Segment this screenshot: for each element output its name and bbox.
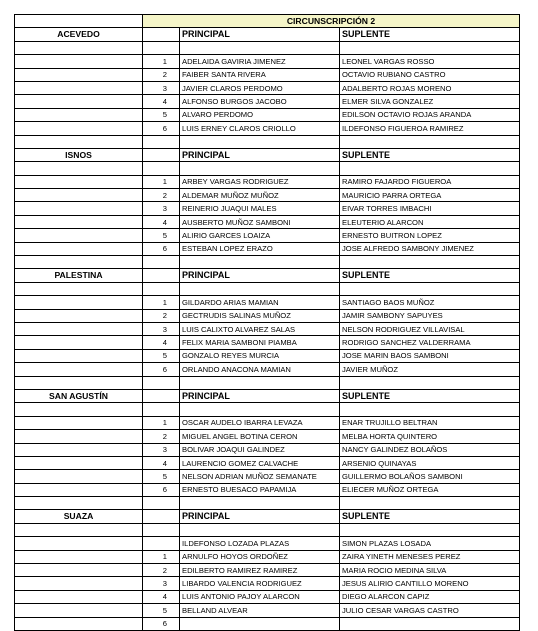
principal-name: ALFONSO BURGOS JACOBO [180, 95, 340, 108]
row-number: 4 [143, 456, 180, 469]
row-number: 6 [143, 617, 180, 630]
empty-cell [15, 537, 143, 550]
empty-cell [15, 523, 143, 536]
principal-name: JAVIER CLAROS PERDOMO [180, 81, 340, 94]
principal-name: LUIS ANTONIO PAJOY ALARCON [180, 590, 340, 603]
empty-cell [15, 202, 143, 215]
table-row [15, 215, 520, 228]
blank-row [15, 497, 520, 510]
table-row [15, 189, 520, 202]
table-row [15, 55, 520, 68]
empty-cell [143, 282, 180, 295]
empty-cell [15, 483, 143, 496]
principal-name: BELLAND ALVEAR [180, 604, 340, 617]
empty-cell [15, 322, 143, 335]
suplente-name: ENAR TRUJILLO BELTRAN [340, 416, 520, 429]
row-number: 3 [143, 202, 180, 215]
empty-cell [15, 456, 143, 469]
empty-cell [143, 256, 180, 269]
principal-header: PRINCIPAL [180, 148, 340, 161]
empty-cell [15, 256, 143, 269]
empty-cell [15, 336, 143, 349]
row-number: 5 [143, 604, 180, 617]
section-header-row [15, 269, 520, 282]
blank-row [15, 135, 520, 148]
empty-cell [340, 41, 520, 54]
empty-cell [143, 523, 180, 536]
table-row [15, 537, 520, 550]
suplente-header: SUPLENTE [340, 28, 520, 41]
empty-cell [180, 41, 340, 54]
empty-cell [15, 68, 143, 81]
empty-cell [15, 175, 143, 188]
table-row [15, 322, 520, 335]
row-number: 4 [143, 215, 180, 228]
empty-cell [180, 282, 340, 295]
principal-name: ORLANDO ANACONA MAMIAN [180, 363, 340, 376]
suplente-name: ADALBERTO ROJAS MORENO [340, 81, 520, 94]
table-row [15, 175, 520, 188]
row-number: 6 [143, 363, 180, 376]
suplente-header: SUPLENTE [340, 510, 520, 523]
principal-name: OSCAR AUDELO IBARRA LEVAZA [180, 416, 340, 429]
principal-name: GECTRUDIS SALINAS MUÑOZ [180, 309, 340, 322]
table-row [15, 456, 520, 469]
principal-name: ALVARO PERDOMO [180, 108, 340, 121]
empty-cell [15, 41, 143, 54]
suplente-name: NELSON RODRIGUEZ VILLAVISAL [340, 322, 520, 335]
principal-header: PRINCIPAL [180, 269, 340, 282]
row-number: 2 [143, 309, 180, 322]
principal-name: LIBARDO VALENCIA RODRIGUEZ [180, 577, 340, 590]
empty-cell [340, 282, 520, 295]
municipio-name: PALESTINA [15, 269, 143, 282]
table-row [15, 363, 520, 376]
table-row [15, 242, 520, 255]
empty-cell [15, 590, 143, 603]
suplente-name: MARIA ROCIO MEDINA SILVA [340, 564, 520, 577]
row-number: 6 [143, 122, 180, 135]
row-number: 1 [143, 175, 180, 188]
empty-cell [143, 389, 180, 402]
row-number: 6 [143, 483, 180, 496]
table-row [15, 577, 520, 590]
suplente-name: JOSE ALFREDO SAMBONY JIMENEZ [340, 242, 520, 255]
row-number: 1 [143, 416, 180, 429]
empty-cell [15, 497, 143, 510]
table-row [15, 309, 520, 322]
empty-cell [15, 617, 143, 630]
empty-cell [180, 403, 340, 416]
empty-cell [15, 122, 143, 135]
empty-cell [340, 256, 520, 269]
empty-cell [180, 523, 340, 536]
suplente-header: SUPLENTE [340, 269, 520, 282]
table-row [15, 604, 520, 617]
empty-cell [15, 564, 143, 577]
suplente-name: SANTIAGO BAOS MUÑOZ [340, 296, 520, 309]
blank-row [15, 41, 520, 54]
suplente-header: SUPLENTE [340, 148, 520, 161]
empty-cell [15, 577, 143, 590]
suplente-name: ELIECER MUÑOZ ORTEGA [340, 483, 520, 496]
empty-cell [143, 148, 180, 161]
empty-cell [15, 550, 143, 563]
table-row [15, 95, 520, 108]
principal-name: GONZALO REYES MURCIA [180, 349, 340, 362]
empty-cell [180, 617, 340, 630]
table-row [15, 336, 520, 349]
blank-row [15, 376, 520, 389]
blank-row [15, 256, 520, 269]
blank-row [15, 523, 520, 536]
suplente-name: SIMON PLAZAS LOSADA [340, 537, 520, 550]
title-row [15, 15, 520, 28]
empty-cell [15, 296, 143, 309]
principal-name: LUIS ERNEY CLAROS CRIOLLO [180, 122, 340, 135]
empty-cell [180, 256, 340, 269]
row-number: 2 [143, 68, 180, 81]
row-number: 4 [143, 336, 180, 349]
table-row [15, 470, 520, 483]
table-row [15, 349, 520, 362]
empty-cell [15, 403, 143, 416]
empty-cell [143, 162, 180, 175]
table-row [15, 590, 520, 603]
empty-cell [143, 41, 180, 54]
suplente-name: DIEGO ALARCON CAPIZ [340, 590, 520, 603]
empty-cell [15, 430, 143, 443]
row-number: 4 [143, 590, 180, 603]
empty-cell [340, 162, 520, 175]
suplente-name: ERNESTO BUITRON LOPEZ [340, 229, 520, 242]
principal-name: LAURENCIO GOMEZ CALVACHE [180, 456, 340, 469]
suplente-name: EIVAR TORRES IMBACHI [340, 202, 520, 215]
empty-cell [15, 189, 143, 202]
suplente-name: JULIO CESAR VARGAS CASTRO [340, 604, 520, 617]
suplente-name: OCTAVIO RUBIANO CASTRO [340, 68, 520, 81]
empty-cell [15, 229, 143, 242]
empty-cell [15, 81, 143, 94]
empty-cell [340, 523, 520, 536]
suplente-name: MAURICIO PARRA ORTEGA [340, 189, 520, 202]
row-number: 1 [143, 55, 180, 68]
empty-cell [15, 309, 143, 322]
principal-name: NELSON ADRIAN MUÑOZ SEMANATE [180, 470, 340, 483]
suplente-name: JESUS ALIRIO CANTILLO MORENO [340, 577, 520, 590]
principal-name: LUIS CALIXTO ALVAREZ SALAS [180, 322, 340, 335]
empty-cell [340, 376, 520, 389]
table-row [15, 202, 520, 215]
suplente-name: ELEUTERIO ALARCON [340, 215, 520, 228]
empty-cell [340, 497, 520, 510]
principal-name: ERNESTO BUESACO PAPAMIJA [180, 483, 340, 496]
suplente-name: ARSENIO QUINAYAS [340, 456, 520, 469]
section-header-row [15, 510, 520, 523]
row-number: 5 [143, 470, 180, 483]
suplente-name: ELMER SILVA GONZALEZ [340, 95, 520, 108]
table-row [15, 68, 520, 81]
table-row [15, 296, 520, 309]
principal-name: EDILBERTO RAMIREZ RAMIREZ [180, 564, 340, 577]
section-header-row [15, 389, 520, 402]
suplente-name: NANCY GALINDEZ BOLAÑOS [340, 443, 520, 456]
principal-name: GILDARDO ARIAS MAMIAN [180, 296, 340, 309]
table-row [15, 122, 520, 135]
principal-name: ARNULFO HOYOS ORDOÑEZ [180, 550, 340, 563]
table-row [15, 416, 520, 429]
empty-cell [15, 135, 143, 148]
table-row [15, 617, 520, 630]
principal-name: ILDEFONSO LOZADA PLAZAS [180, 537, 340, 550]
row-number: 5 [143, 108, 180, 121]
suplente-header: SUPLENTE [340, 389, 520, 402]
suplente-name: RAMIRO FAJARDO FIGUEROA [340, 175, 520, 188]
table-row [15, 483, 520, 496]
row-number [143, 537, 180, 550]
row-number: 3 [143, 443, 180, 456]
empty-cell [15, 376, 143, 389]
row-number: 5 [143, 349, 180, 362]
principal-name: BOLIVAR JOAQUI GALINDEZ [180, 443, 340, 456]
empty-cell [340, 135, 520, 148]
sheet-title: CIRCUNSCRIPCIÓN 2 [143, 15, 520, 28]
empty-cell [340, 403, 520, 416]
blank-row [15, 162, 520, 175]
empty-cell [143, 510, 180, 523]
suplente-name: JAMIR SAMBONY SAPUYES [340, 309, 520, 322]
empty-cell [15, 363, 143, 376]
principal-name: ALDEMAR MUÑOZ MUÑOZ [180, 189, 340, 202]
row-number: 3 [143, 81, 180, 94]
principal-name: ARBEY VARGAS RODRIGUEZ [180, 175, 340, 188]
municipio-name: ISNOS [15, 148, 143, 161]
empty-cell [143, 403, 180, 416]
empty-cell [15, 242, 143, 255]
section-header-row [15, 28, 520, 41]
table-row [15, 229, 520, 242]
suplente-name: JOSE MARIN BAOS SAMBONI [340, 349, 520, 362]
principal-header: PRINCIPAL [180, 510, 340, 523]
empty-cell [180, 135, 340, 148]
principal-name: AUSBERTO MUÑOZ SAMBONI [180, 215, 340, 228]
row-number: 3 [143, 577, 180, 590]
empty-cell [143, 269, 180, 282]
principal-name: REINERIO JUAQUI MALES [180, 202, 340, 215]
empty-cell [180, 162, 340, 175]
suplente-name: LEONEL VARGAS ROSSO [340, 55, 520, 68]
empty-cell [143, 497, 180, 510]
candidates-table [14, 14, 520, 631]
municipio-name: ACEVEDO [15, 28, 143, 41]
table-row [15, 81, 520, 94]
principal-name: FAIBER SANTA RIVERA [180, 68, 340, 81]
row-number: 6 [143, 242, 180, 255]
empty-cell [143, 376, 180, 389]
empty-cell [340, 617, 520, 630]
blank-row [15, 282, 520, 295]
municipio-name: SUAZA [15, 510, 143, 523]
empty-cell [15, 55, 143, 68]
table-row [15, 443, 520, 456]
table-row [15, 564, 520, 577]
row-number: 1 [143, 296, 180, 309]
principal-name: FELIX MARIA SAMBONI PIAMBA [180, 336, 340, 349]
empty-cell [15, 215, 143, 228]
empty-cell [15, 443, 143, 456]
row-number: 4 [143, 95, 180, 108]
empty-cell [15, 162, 143, 175]
suplente-name: RODRIGO SANCHEZ VALDERRAMA [340, 336, 520, 349]
row-number: 2 [143, 564, 180, 577]
empty-cell [15, 95, 143, 108]
empty-cell [15, 416, 143, 429]
suplente-name: EDILSON OCTAVIO ROJAS ARANDA [340, 108, 520, 121]
row-number: 1 [143, 550, 180, 563]
suplente-name: GUILLERMO BOLAÑOS SAMBONI [340, 470, 520, 483]
empty-cell [143, 135, 180, 148]
empty-cell [15, 604, 143, 617]
row-number: 5 [143, 229, 180, 242]
empty-cell [15, 470, 143, 483]
principal-name: ADELAIDA GAVIRIA JIMENEZ [180, 55, 340, 68]
principal-name: MIGUEL ANGEL BOTINA CERON [180, 430, 340, 443]
suplente-name: ILDEFONSO FIGUEROA RAMIREZ [340, 122, 520, 135]
section-header-row [15, 148, 520, 161]
suplente-name: ZAIRA YINETH MENESES PEREZ [340, 550, 520, 563]
empty-cell [180, 497, 340, 510]
spreadsheet [14, 14, 519, 631]
empty-cell [15, 349, 143, 362]
row-number: 2 [143, 430, 180, 443]
row-number: 3 [143, 322, 180, 335]
empty-cell [180, 376, 340, 389]
municipio-name: SAN AGUSTÍN [15, 389, 143, 402]
table-row [15, 550, 520, 563]
empty-cell [143, 28, 180, 41]
principal-name: ESTEBAN LOPEZ ERAZO [180, 242, 340, 255]
table-row [15, 430, 520, 443]
table-row [15, 108, 520, 121]
principal-name: ALIRIO GARCES LOAIZA [180, 229, 340, 242]
blank-row [15, 403, 520, 416]
empty-cell [15, 282, 143, 295]
suplente-name: MELBA HORTA QUINTERO [340, 430, 520, 443]
suplente-name: JAVIER MUÑOZ [340, 363, 520, 376]
row-number: 2 [143, 189, 180, 202]
principal-header: PRINCIPAL [180, 389, 340, 402]
empty-cell [15, 108, 143, 121]
principal-header: PRINCIPAL [180, 28, 340, 41]
